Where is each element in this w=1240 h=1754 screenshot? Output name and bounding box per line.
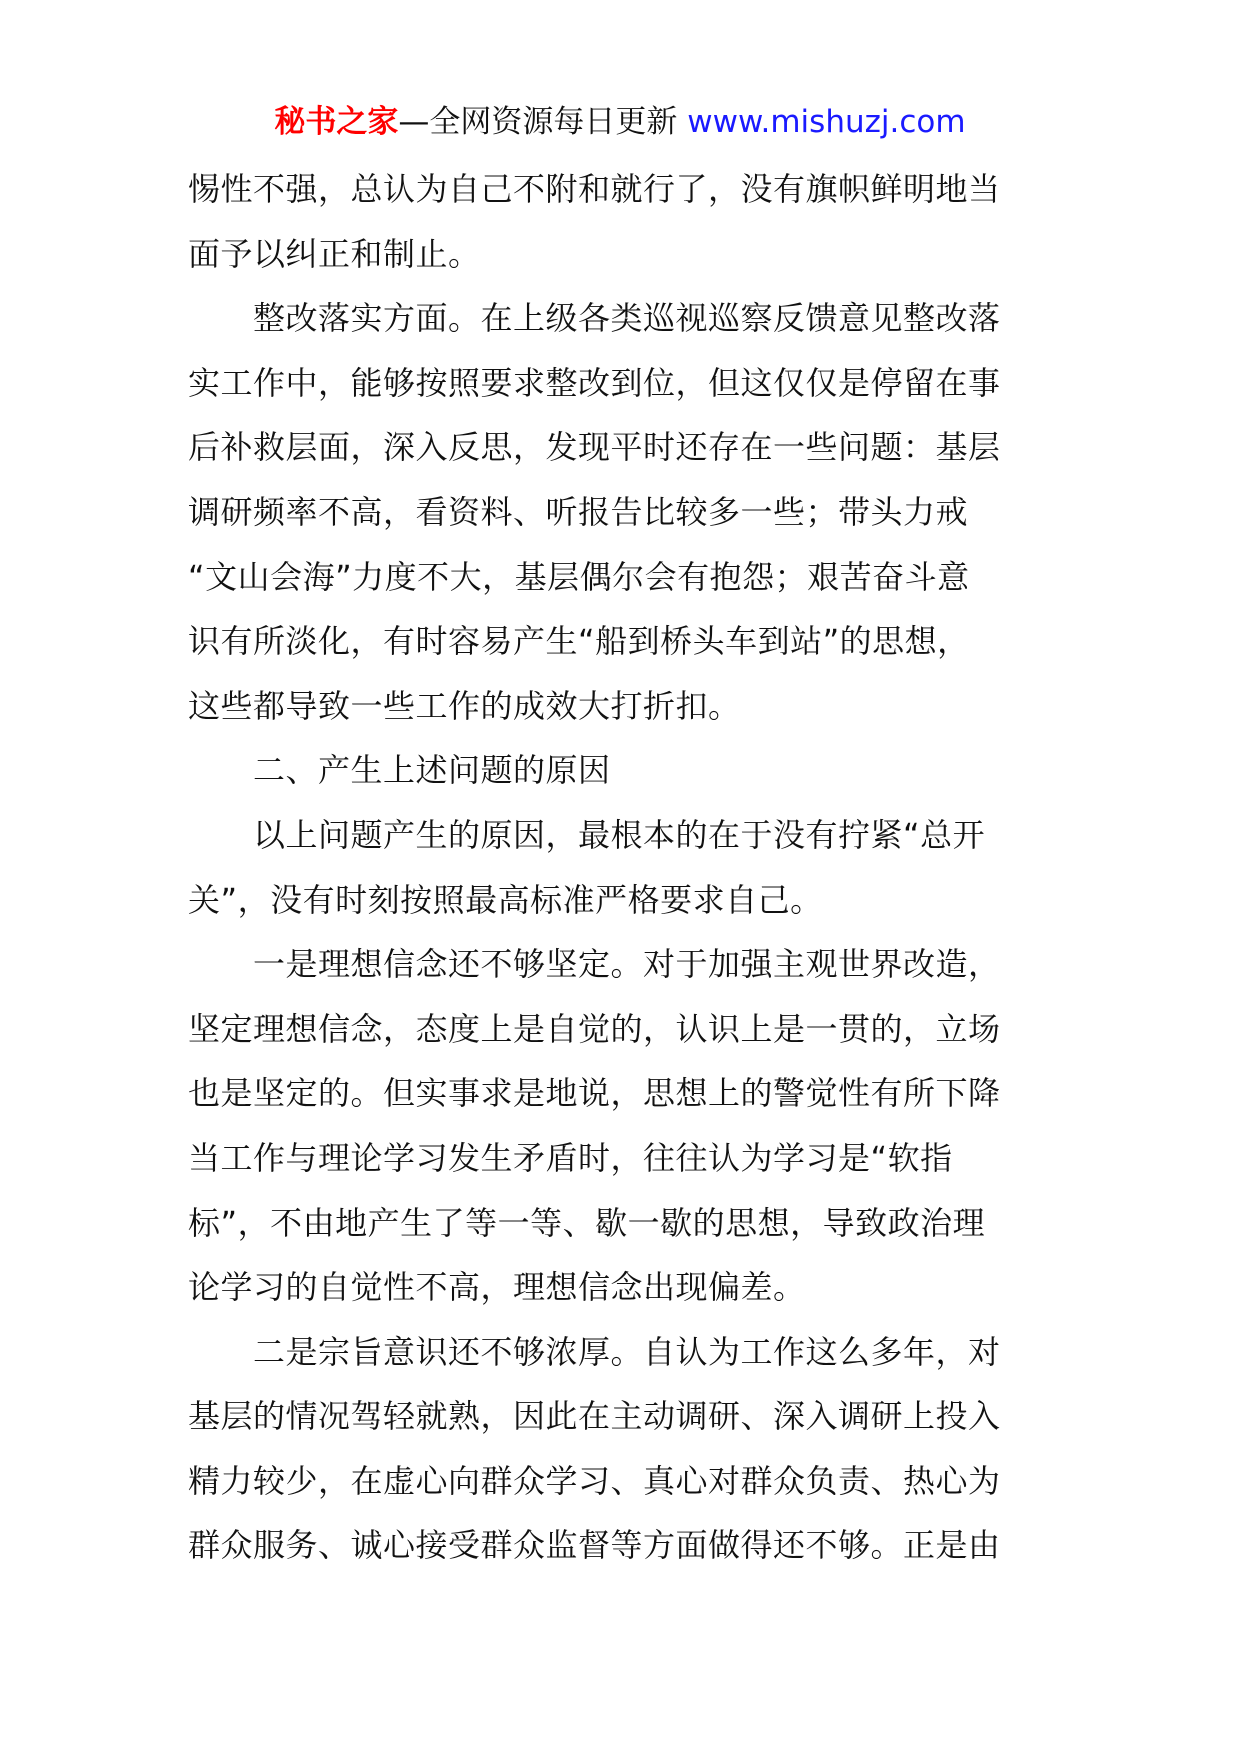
text-line: 基层的情况驾轻就熟，因此在主动调研、深入调研上投入 — [188, 1397, 1001, 1436]
text-line: 识有所淡化，有时容易产生“船到桥头车到站”的思想， — [188, 622, 970, 661]
text-line: 标”，不由地产生了等一等、歇一歇的思想，导致政治理 — [188, 1203, 986, 1242]
document-body — [188, 157, 1056, 1578]
text-line: 一是理想信念还不够坚定。对于加强主观世界改造， — [188, 945, 1001, 984]
text-line: 实工作中，能够按照要求整改到位，但这仅仅是停留在事 — [188, 363, 1001, 402]
site-url-link[interactable]: www.mishuzj.com — [687, 104, 966, 140]
text-line: 也是坚定的。但实事求是地说，思想上的警觉性有所下降 — [188, 1074, 1001, 1113]
text-line: 惕性不强，总认为自己不附和就行了，没有旗帜鲜明地当 — [188, 170, 1001, 208]
text-line: 这些都导致一些工作的成效大打折扣。 — [188, 686, 741, 725]
text-line: 调研频率不高，看资料、听报告比较多一些；带头力戒 — [188, 492, 969, 531]
text-line: 二是宗旨意识还不够浓厚。自认为工作这么多年，对 — [188, 1332, 1001, 1371]
text-line: 整改落实方面。在上级各类巡视巡察反馈意见整改落 — [188, 299, 1001, 338]
text-line: “文山会海”力度不大，基层偶尔会有抱怨；艰苦奋斗意 — [188, 557, 970, 596]
text-line: 面予以纠正和制止。 — [188, 234, 481, 273]
text-line: 精力较少，在虚心向群众学习、真心对群众负责、热心为 — [188, 1461, 1001, 1500]
brand-name: 秘书之家 — [274, 104, 399, 140]
text-line: 论学习的自觉性不高，理想信念出现偏差。 — [188, 1268, 806, 1307]
section-heading: 二、产生上述问题的原因 — [188, 751, 611, 790]
text-line: 当工作与理论学习发生矛盾时，往往认为学习是“软指 — [188, 1138, 953, 1177]
header-tagline: —全网资源每日更新 — [398, 104, 688, 140]
text-line: 以上问题产生的原因，最根本的在于没有拧紧“总开 — [188, 815, 986, 854]
text-line: 后补救层面，深入反思，发现平时还存在一些问题：基层 — [188, 428, 1001, 467]
text-line: 群众服务、诚心接受群众监督等方面做得还不够。正是由 — [188, 1526, 1001, 1565]
text-line: 坚定理想信念，态度上是自觉的，认识上是一贯的，立场 — [188, 1009, 1001, 1048]
text-line: 关”，没有时刻按照最高标准严格要求自己。 — [188, 880, 823, 919]
page-header — [0, 100, 1240, 144]
